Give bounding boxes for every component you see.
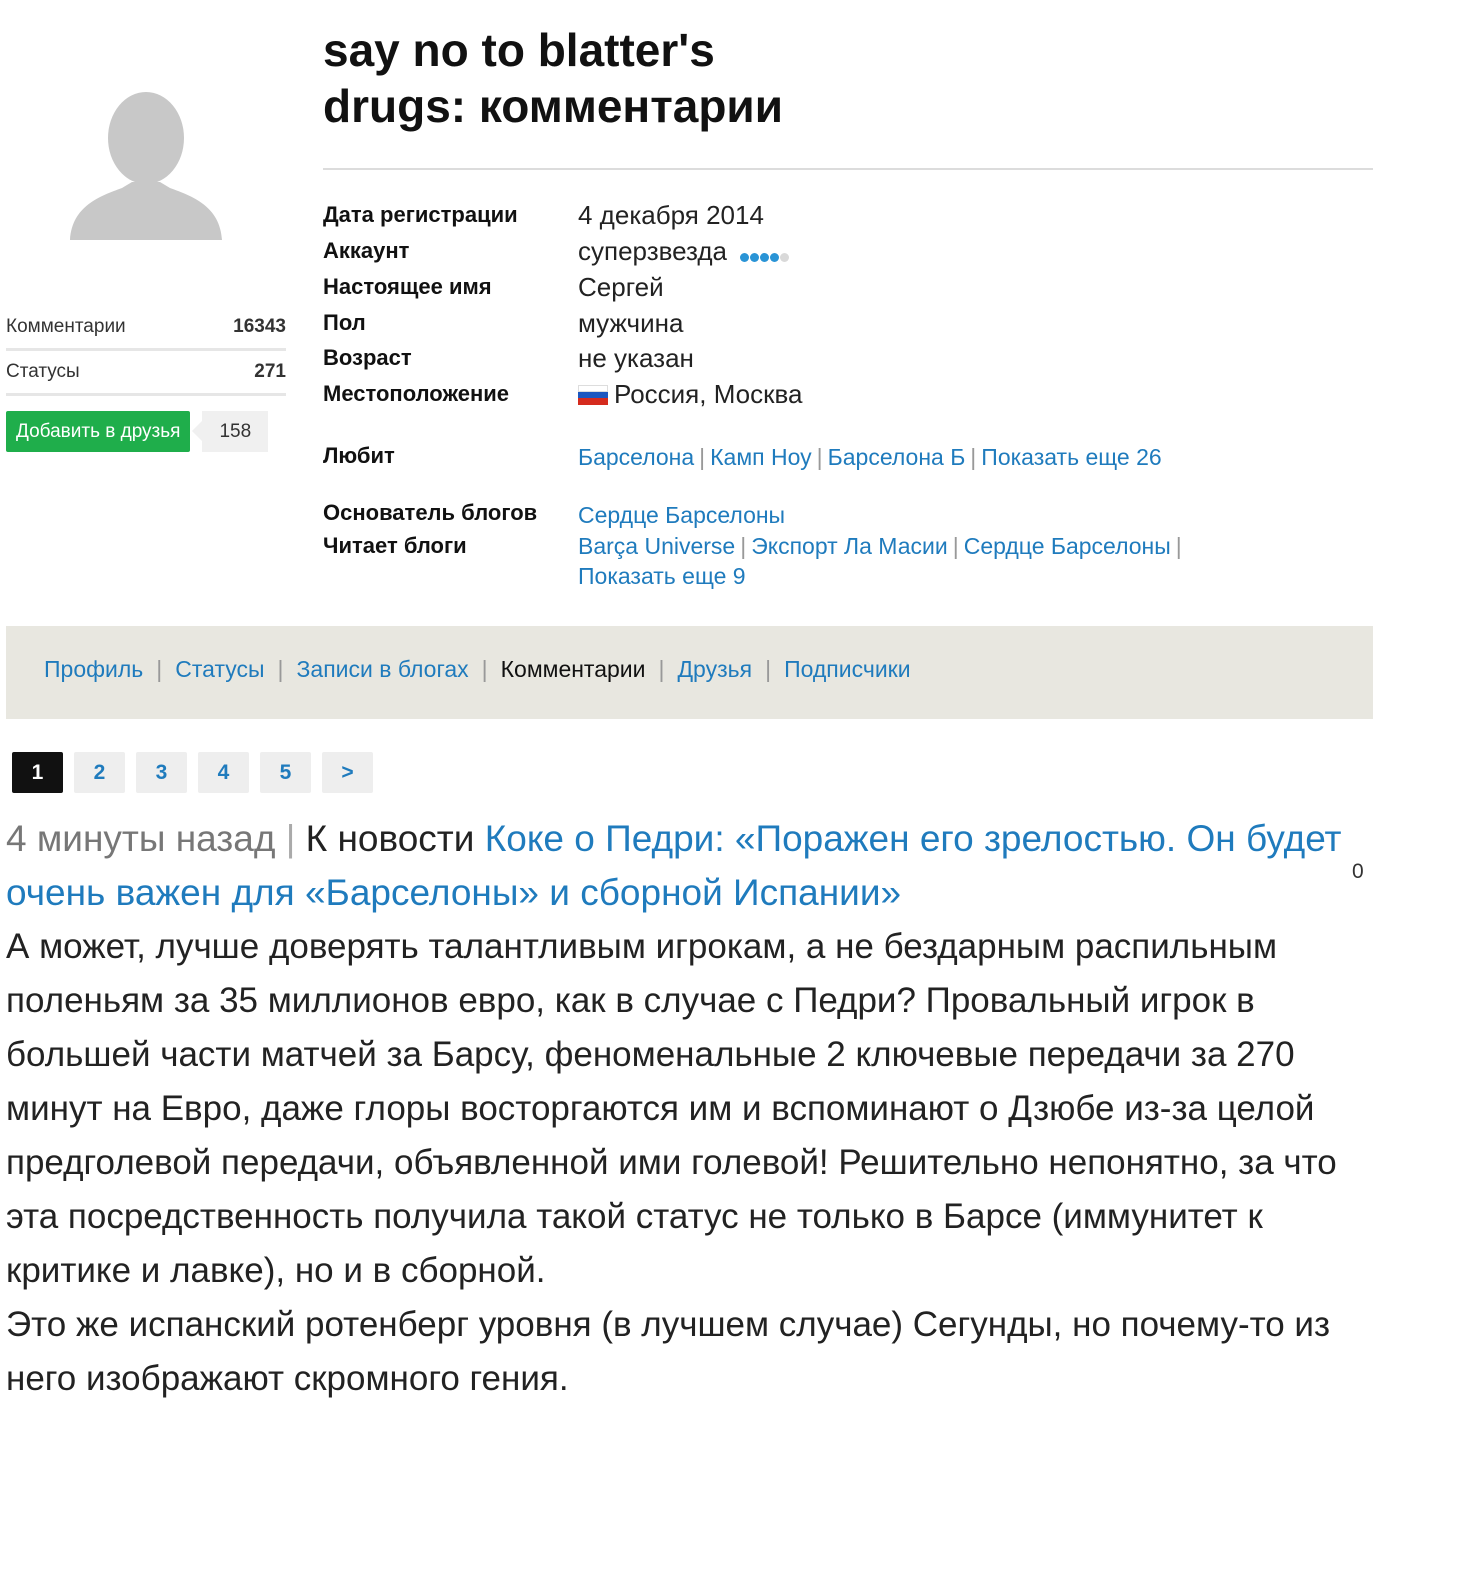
reads-show-more-link[interactable]: Показать еще 9 <box>578 563 746 589</box>
info-label-likes: Любит <box>323 443 395 468</box>
title-line-2: drugs: комментарии <box>323 80 783 132</box>
tab-friends[interactable]: Друзья <box>677 656 753 682</box>
comment-news-prefix: К новости <box>305 818 475 859</box>
reads-blog-link[interactable]: Экспорт Ла Масии <box>751 533 948 559</box>
page-button[interactable]: 2 <box>74 752 125 793</box>
tab-profile[interactable]: Профиль <box>44 656 144 682</box>
info-label-location: Местоположение <box>323 381 510 406</box>
title-divider <box>323 168 1373 170</box>
page-button[interactable]: 5 <box>260 752 311 793</box>
info-label-account: Аккаунт <box>323 238 410 263</box>
info-value-sex: мужчина <box>578 308 684 338</box>
page-title <box>323 22 1023 134</box>
pagination <box>12 752 384 793</box>
add-friend-button[interactable]: Добавить в друзья <box>6 411 190 452</box>
stat-statuses[interactable] <box>6 351 286 396</box>
likes-show-more-link[interactable]: Показать еще 26 <box>981 444 1162 470</box>
stat-comments[interactable] <box>6 306 286 351</box>
page-button[interactable]: 4 <box>198 752 249 793</box>
comment-paragraph: Это же испанский ротенберг уровня (в лучшем случае) Сегунды, но почему-то из него изображают скромного гения. <box>6 1305 1331 1398</box>
stat-label: Статусы <box>6 361 80 382</box>
friend-count-badge: 158 <box>202 411 268 452</box>
level-dot-empty <box>780 253 789 262</box>
level-dot-filled <box>750 253 759 262</box>
comment-news-link[interactable]: Коке о Педри: «Поражен его зрелостью. Он будет очень важен для «Барселоны» и сборной Испании» <box>6 818 1342 913</box>
info-value-location <box>578 379 802 410</box>
info-label-founder: Основатель блогов <box>323 500 538 525</box>
reads-blog-link[interactable]: Сердце Барселоны <box>963 533 1171 559</box>
level-dot-filled <box>760 253 769 262</box>
comment-time: 4 минуты назад <box>6 818 276 859</box>
friend-row <box>6 411 286 452</box>
info-value-registration: 4 декабря 2014 <box>578 200 764 230</box>
page-button-current[interactable]: 1 <box>12 752 63 793</box>
info-value-realname: Сергей <box>578 272 664 302</box>
reads-blog-link[interactable]: Barça Universe <box>578 533 736 559</box>
comment-meta: 4 минуты назад | К новости Коке о Педри: «Поражен его зрелостью. Он будет очень важен для «Барселоны» и сборной Испании» <box>6 818 1342 913</box>
tab-subscribers[interactable]: Подписчики <box>784 656 911 682</box>
info-label-realname: Настоящее имя <box>323 274 492 299</box>
reads-links: Barça Universe | Экспорт Ла Масии | Сердце Барселоны | Показать еще 9 <box>578 533 1182 589</box>
level-dot-filled <box>770 253 779 262</box>
tab-comments[interactable]: Комментарии <box>500 656 646 682</box>
avatar-placeholder-icon <box>70 88 222 240</box>
likes-links: Барселона | Камп Ноу | Барселона Б | Показать еще 26 <box>578 444 1162 470</box>
profile-tabs: Профиль | Статусы | Записи в блогах | Комментарии | Друзья | Подписчики <box>6 626 1373 719</box>
next-page-button[interactable]: > <box>322 752 373 793</box>
tab-blog-posts[interactable]: Записи в блогах <box>296 656 469 682</box>
comment-body <box>6 920 1351 1406</box>
info-label-reads: Читает блоги <box>323 533 467 558</box>
founder-blog-link[interactable]: Сердце Барселоны <box>578 502 786 528</box>
account-level-dots <box>740 238 790 269</box>
tab-statuses[interactable]: Статусы <box>175 656 265 682</box>
info-label-age: Возраст <box>323 345 412 370</box>
location-text: Россия, Москва <box>614 379 803 409</box>
title-line-1: say no to blatter's <box>323 24 715 76</box>
level-dot-filled <box>740 253 749 262</box>
page-button[interactable]: 3 <box>136 752 187 793</box>
likes-link[interactable]: Камп Ноу <box>710 444 812 470</box>
info-value-age: не указан <box>578 343 694 373</box>
info-label-registration: Дата регистрации <box>323 202 518 227</box>
founder-links <box>578 500 785 530</box>
stat-value: 16343 <box>233 316 286 337</box>
stat-value: 271 <box>254 361 286 382</box>
info-label-sex: Пол <box>323 310 366 335</box>
account-level-text: суперзвезда <box>578 236 728 266</box>
likes-link[interactable]: Барселона <box>578 444 695 470</box>
profile-stats <box>6 306 286 452</box>
stat-label: Комментарии <box>6 316 126 337</box>
comment-paragraph: А может, лучше доверять талантливым игрокам, а не бездарным распильным поленьям за 35 миллионов евро, как в случае с Педри? Провальный игрок в большей части матчей за Барсу, феноменальные 2 ключевые передачи за 270 минут на Евро, даже глоры восторгаются им и вспоминают о Дзюбе из-за целой предголевой передачи, объявленной ими голевой! Решительно непонятно, за что эта посредственность получила такой статус не только в Барсе (иммунитет к критике и лавке), но и в сборной. <box>6 927 1337 1290</box>
russia-flag-icon <box>578 385 608 405</box>
info-value-account <box>578 236 790 269</box>
likes-link[interactable]: Барселона Б <box>827 444 966 470</box>
comment-rating: 0 <box>1352 860 1364 883</box>
comment-item <box>6 812 1351 1406</box>
